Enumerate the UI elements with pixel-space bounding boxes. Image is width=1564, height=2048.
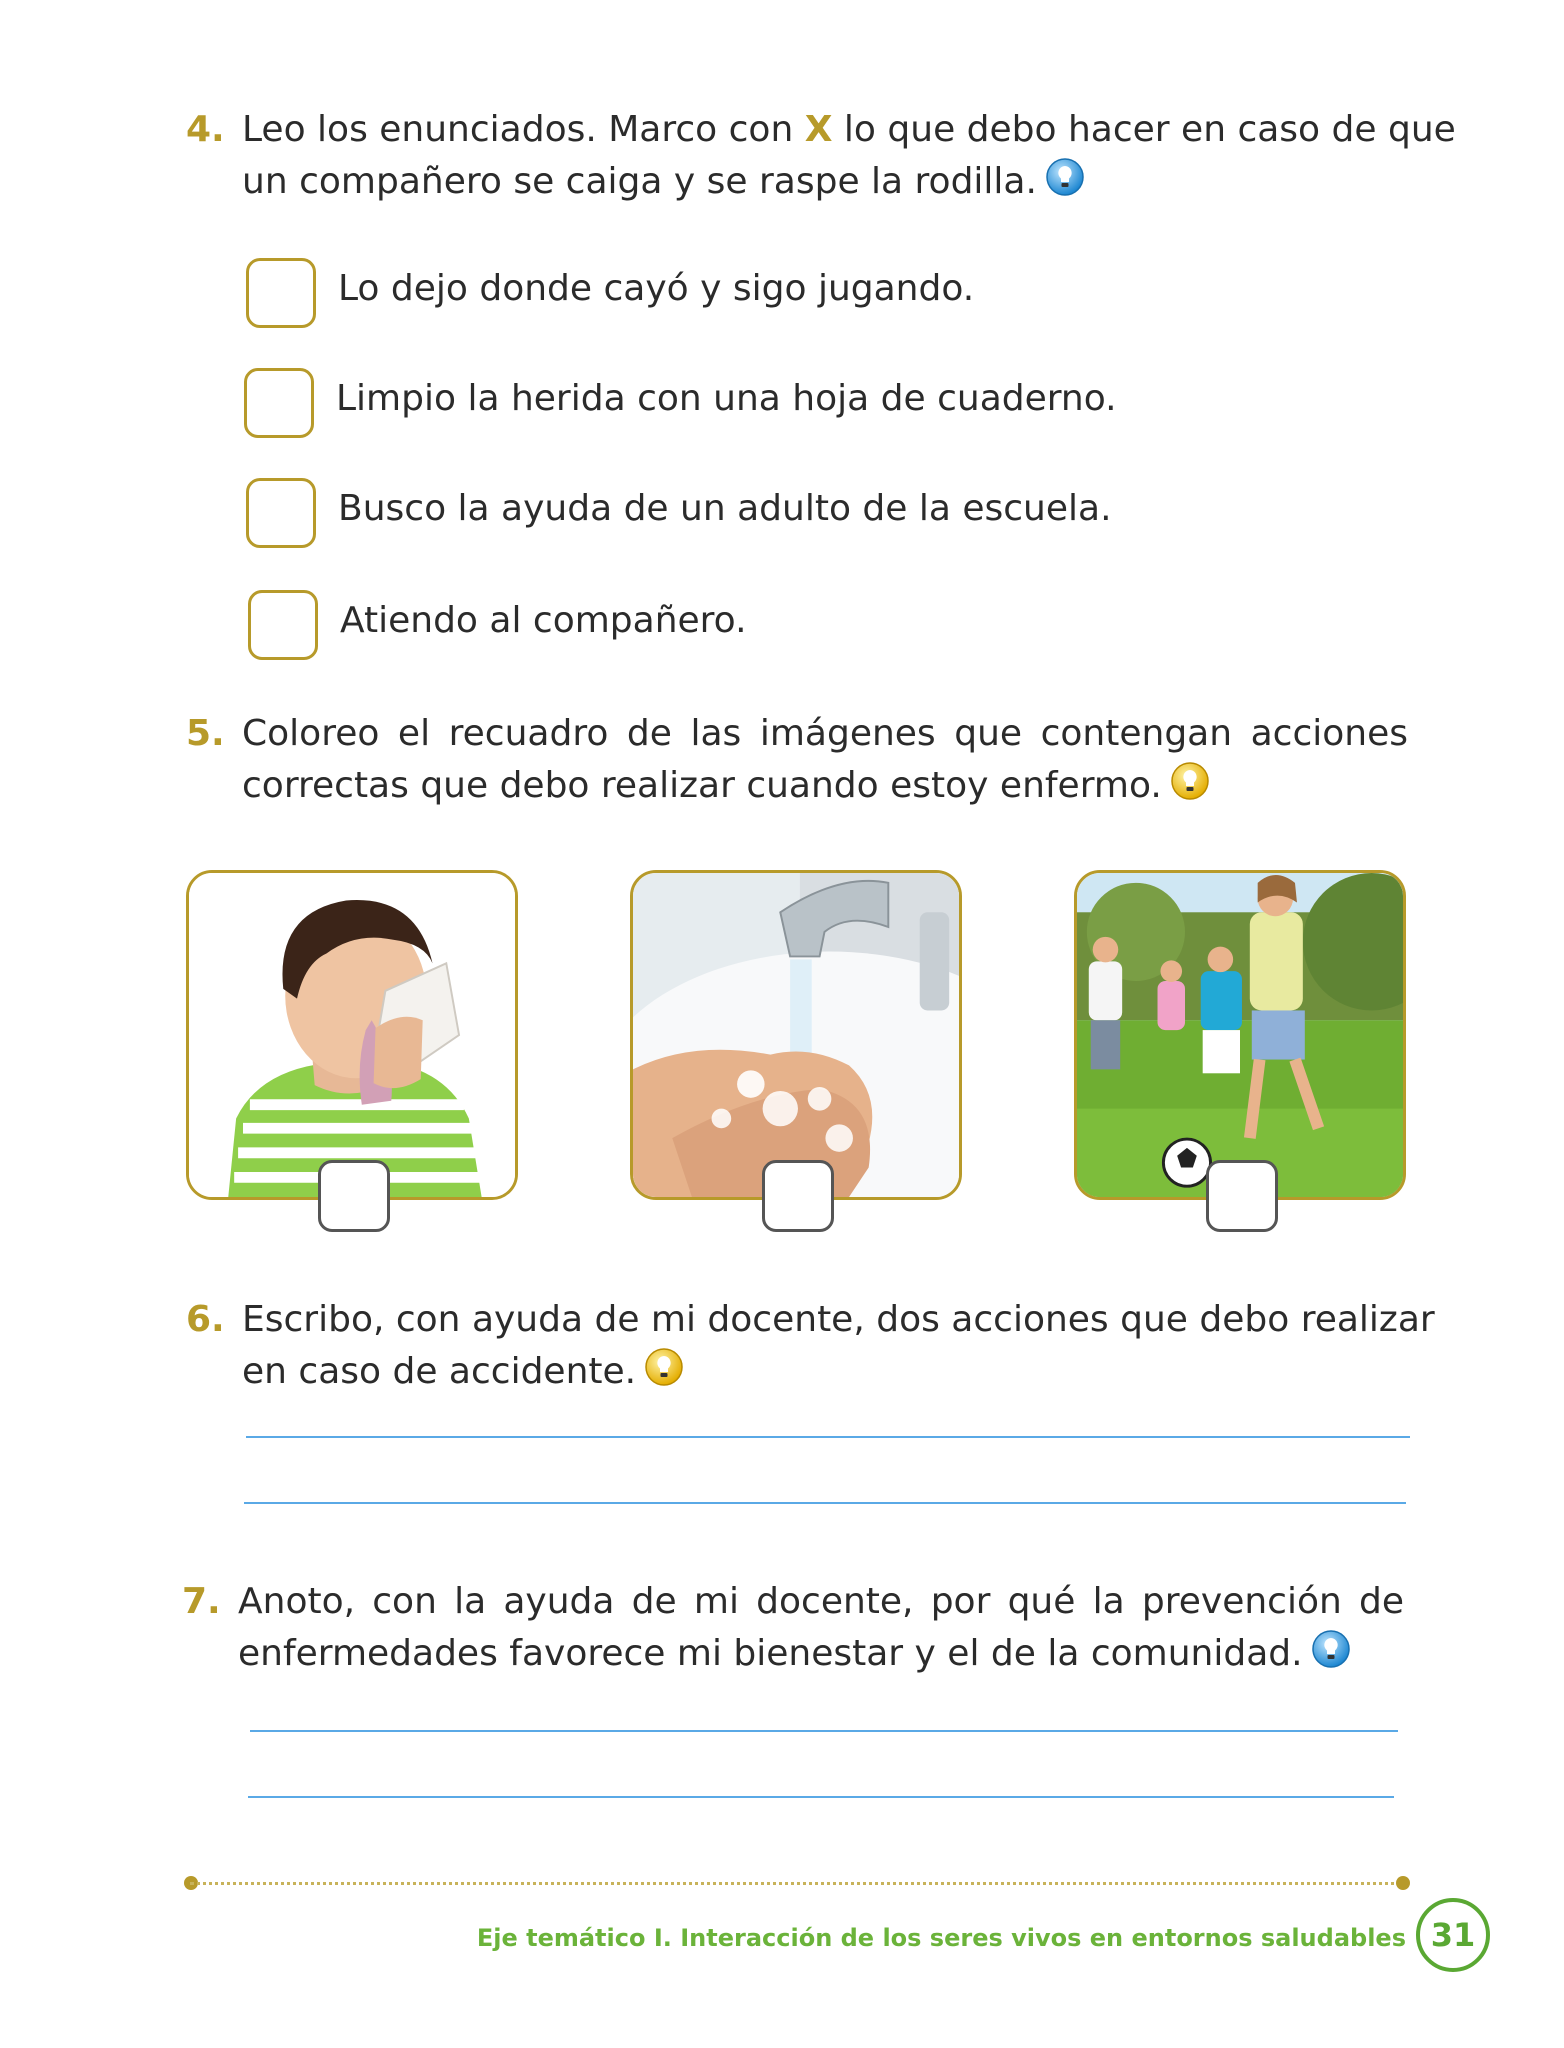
checkbox[interactable] [248, 590, 318, 660]
checkbox[interactable] [246, 258, 316, 328]
question-text: lo que debo hacer en caso de que [832, 109, 1456, 150]
lightbulb-blue-icon [1045, 157, 1085, 197]
lightbulb-blue-icon [1311, 1629, 1351, 1669]
question-text: Anoto, con la ayuda de mi docente, por qué la prevención de [238, 1581, 1404, 1622]
page-number: 31 [1416, 1898, 1490, 1972]
lightbulb-yellow-icon [1170, 761, 1210, 801]
question-text: enfermedades favorece mi bienestar y el de la comunidad. [238, 1633, 1303, 1674]
question-number: 5. [186, 713, 225, 754]
writing-line[interactable] [246, 1436, 1410, 1438]
footer-dot [1396, 1876, 1410, 1890]
image-boy-blowing-nose [186, 870, 518, 1200]
writing-line[interactable] [248, 1796, 1394, 1798]
checkbox[interactable] [246, 478, 316, 548]
question-text: en caso de accidente. [242, 1351, 637, 1392]
lightbulb-yellow-icon [644, 1347, 684, 1387]
image-1-color-box[interactable] [318, 1160, 390, 1232]
image-children-playing-soccer [1074, 870, 1406, 1200]
question-text: Coloreo el recuadro de las imágenes que contengan acciones [242, 713, 1408, 754]
question-text: Escribo, con ayuda de mi docente, dos acciones que debo realizar [242, 1299, 1435, 1340]
writing-line[interactable] [244, 1502, 1406, 1504]
checkbox[interactable] [244, 368, 314, 438]
question-number: 7. [182, 1581, 221, 1622]
mark-x: X [804, 109, 833, 150]
question-text: correctas que debo realizar cuando estoy enfermo. [242, 765, 1162, 806]
option-label: Atiendo al compañero. [340, 600, 747, 641]
image-washing-hands [630, 870, 962, 1200]
question-number: 4. [186, 109, 225, 150]
option-label: Limpio la herida con una hoja de cuaderno. [336, 378, 1117, 419]
footer-divider [190, 1882, 1402, 1885]
footer-section-title: Eje temático I. Interacción de los seres vivos en entornos saludables [476, 1924, 1406, 1952]
question-text: Leo los enunciados. Marco con [242, 109, 805, 150]
image-2-color-box[interactable] [762, 1160, 834, 1232]
question-text: un compañero se caiga y se raspe la rodilla. [242, 161, 1037, 202]
option-label: Lo dejo donde cayó y sigo jugando. [338, 268, 975, 309]
writing-line[interactable] [250, 1730, 1398, 1732]
question-number: 6. [186, 1299, 225, 1340]
option-label: Busco la ayuda de un adulto de la escuela. [338, 488, 1112, 529]
image-3-color-box[interactable] [1206, 1160, 1278, 1232]
